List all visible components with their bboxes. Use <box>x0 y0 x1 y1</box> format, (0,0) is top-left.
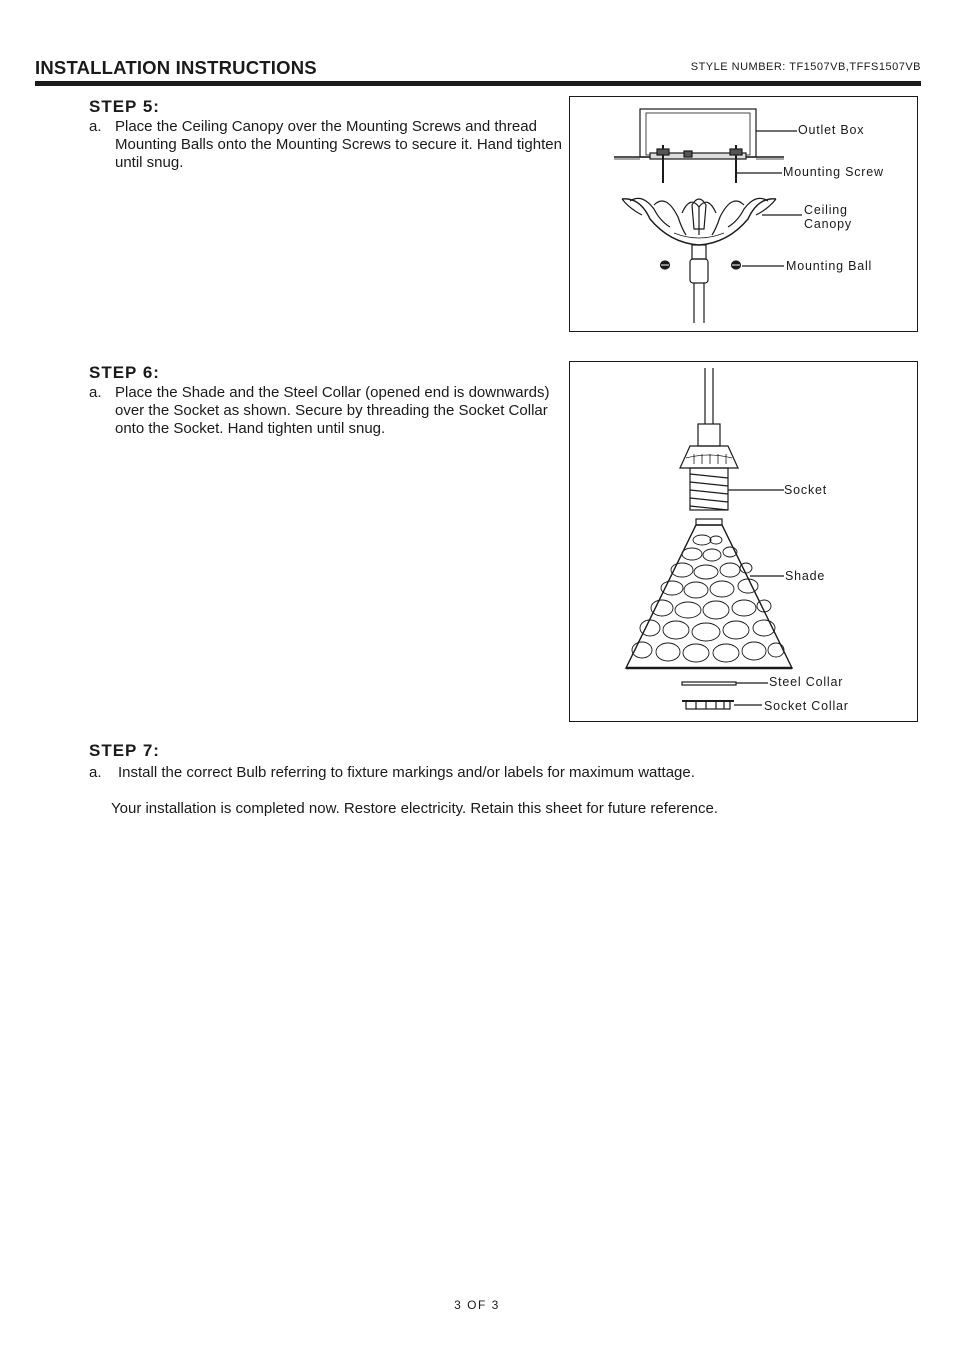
step-5-heading: STEP 5: <box>89 97 160 116</box>
label-ceiling-canopy: Ceiling Canopy <box>804 203 852 231</box>
label-outlet-box: Outlet Box <box>798 123 865 137</box>
step-7-instructions <box>89 764 849 782</box>
step-7-marker: a. <box>89 764 102 781</box>
step-5-instructions <box>89 118 565 172</box>
step-6-figure <box>569 361 918 722</box>
step-6-heading: STEP 6: <box>89 363 160 382</box>
shade-assembly-diagram <box>570 362 919 723</box>
label-mounting-screw: Mounting Screw <box>783 165 884 179</box>
label-mounting-ball: Mounting Ball <box>786 259 873 273</box>
header-rule <box>35 81 921 86</box>
step-6-text: Place the Shade and the Steel Collar (opened end is downwards) over the Socket as shown. Secure by threading the Socket Collar onto the Socket. Hand tighten until snug. <box>115 384 550 437</box>
label-socket-collar: Socket Collar <box>764 699 849 713</box>
step-7-heading: STEP 7: <box>89 741 160 760</box>
label-socket: Socket <box>784 483 828 497</box>
label-steel-collar: Steel Collar <box>769 675 844 689</box>
steel-collar-shape <box>682 682 736 685</box>
closing-note: Your installation is completed now. Restore electricity. Retain this sheet for future reference. <box>111 800 718 817</box>
step-5-figure <box>569 96 918 332</box>
step-7-text: Install the correct Bulb referring to fixture markings and/or labels for maximum wattage. <box>118 764 695 781</box>
label-shade: Shade <box>785 569 826 583</box>
step-5-marker: a. <box>89 118 102 135</box>
page-title: INSTALLATION INSTRUCTIONS <box>35 57 317 78</box>
step-6-instructions <box>89 384 565 438</box>
style-number: STYLE NUMBER: TF1507VB,TFFS1507VB <box>690 61 921 73</box>
step-6-marker: a. <box>89 384 102 401</box>
step-5-text: Place the Ceiling Canopy over the Mounting Screws and thread Mounting Balls onto the Mounting Screws to secure it. Hand tighten until snug. <box>115 118 562 171</box>
page-number: 3 OF 3 <box>454 1298 500 1312</box>
